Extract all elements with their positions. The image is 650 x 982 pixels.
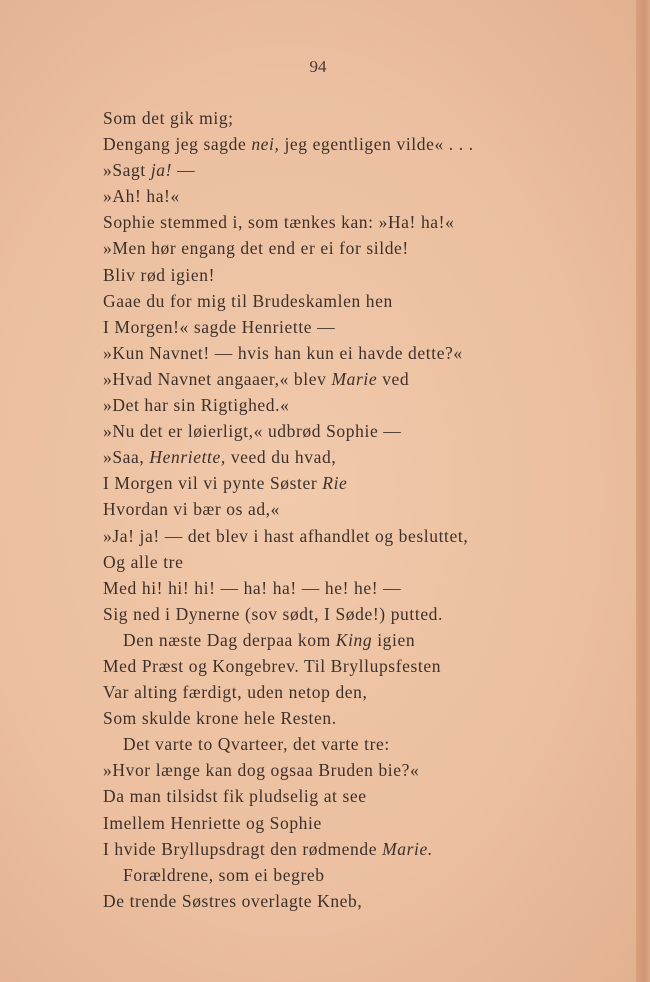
italic-text: Marie. [382, 838, 433, 859]
text-line [103, 653, 593, 679]
text-line [103, 836, 593, 862]
italic-text: nei, [251, 134, 280, 155]
text-line [103, 392, 593, 418]
text-line [103, 757, 593, 783]
text-line [103, 131, 593, 157]
line-text: Bliv rød igien! [103, 264, 216, 285]
line-text: De trende Søstres overlagte Kneb, [103, 890, 363, 911]
line-text: Sig ned i Dynerne (sov sødt, I Søde!) putted. [103, 603, 444, 624]
text-line [103, 183, 593, 209]
italic-text: Rie [322, 473, 348, 494]
text-line [103, 288, 593, 314]
text-line [103, 679, 593, 705]
line-text: Den næste Dag derpaa kom [123, 629, 336, 650]
line-text: Sophie stemmed i, som tænkes kan: »Ha! ha!« [103, 212, 455, 233]
line-text: »Ja! ja! — det blev i hast afhandlet og besluttet, [103, 525, 469, 546]
line-text: »Saa, [103, 447, 150, 468]
line-text: Forældrene, som ei begreb [123, 864, 325, 885]
line-text: »Nu det er løierligt,« udbrød Sophie — [103, 421, 402, 442]
line-text: Da man tilsidst fik pludselig at see [103, 786, 367, 807]
page-edge [636, 0, 650, 982]
line-text: Og alle tre [103, 551, 184, 572]
text-line [103, 627, 593, 653]
text-line [103, 470, 593, 496]
line-text: »Sagt [103, 160, 151, 181]
italic-text: ja! [150, 160, 173, 181]
italic-text: Henriette, [149, 447, 226, 468]
line-text: Hvordan vi bær os ad,« [103, 499, 280, 520]
line-text: jeg egentligen vilde« . . . [279, 134, 474, 155]
text-line [103, 444, 593, 470]
text-line [103, 783, 593, 809]
line-text: »Kun Navnet! — hvis han kun ei havde dette?« [103, 342, 463, 363]
line-text: Med Præst og Kongebrev. Til Bryllupsfesten [103, 655, 442, 676]
line-text: I Morgen!« sagde Henriette — [103, 316, 336, 337]
line-text: »Det har sin Rigtighed.« [103, 395, 290, 416]
text-line [103, 496, 593, 522]
text-line [103, 314, 593, 340]
text-line [103, 418, 593, 444]
text-line [103, 209, 593, 235]
line-text: Gaae du for mig til Brudeskamlen hen [103, 290, 393, 311]
page-number: 94 [309, 57, 327, 76]
line-text: igien [372, 629, 416, 650]
poem-text [103, 105, 593, 914]
text-line [103, 731, 593, 757]
line-text: »Ah! ha!« [103, 186, 180, 207]
line-text: Imellem Henriette og Sophie [103, 812, 322, 833]
text-line [103, 575, 593, 601]
line-text: »Men hør engang det end er ei for silde! [103, 238, 409, 259]
line-text: Dengang jeg sagde [103, 134, 252, 155]
text-line [103, 549, 593, 575]
italic-text: King [335, 629, 373, 650]
line-text: — [172, 160, 196, 181]
line-text: »Hvad Navnet angaaer,« blev [103, 368, 332, 389]
text-line [103, 810, 593, 836]
line-text: veed du hvad, [225, 447, 337, 468]
text-line [103, 523, 593, 549]
line-text: I hvide Bryllupsdragt den rødmende [103, 838, 383, 859]
line-text: I Morgen vil vi pynte Søster [103, 473, 323, 494]
text-line [103, 601, 593, 627]
line-text: ved [377, 368, 410, 389]
line-text: Som skulde krone hele Resten. [103, 708, 337, 729]
text-line [103, 262, 593, 288]
line-text: Med hi! hi! hi! — ha! ha! — he! he! — [103, 577, 402, 598]
text-line [103, 862, 593, 888]
italic-text: Marie [331, 368, 378, 389]
text-line [103, 340, 593, 366]
line-text: Var alting færdigt, uden netop den, [103, 682, 368, 703]
line-text: »Hvor længe kan dog ogsaa Bruden bie?« [103, 760, 420, 781]
text-line [103, 705, 593, 731]
text-line [103, 888, 593, 914]
line-text: Det varte to Qvarteer, det varte tre: [123, 734, 390, 755]
text-line [103, 366, 593, 392]
line-text: Som det gik mig; [103, 108, 234, 128]
text-line [103, 235, 593, 261]
text-line [103, 157, 593, 183]
text-line [103, 105, 593, 131]
